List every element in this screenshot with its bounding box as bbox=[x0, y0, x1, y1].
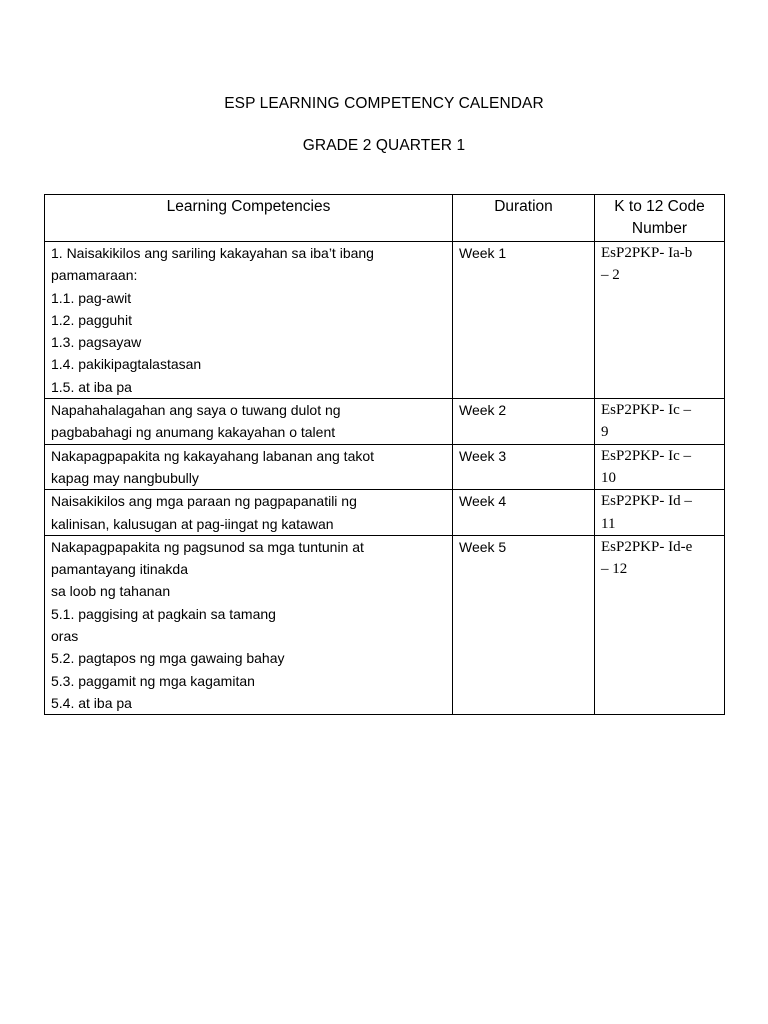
competency-line: oras bbox=[51, 628, 79, 645]
competency-line: 1.2. pagguhit bbox=[51, 311, 132, 328]
code-cell bbox=[595, 444, 725, 490]
competency-line: kapag may nangbubully bbox=[51, 469, 199, 486]
code-line: EsP2PKP- Id – bbox=[601, 493, 692, 510]
competency-cell bbox=[45, 242, 453, 399]
table-row bbox=[45, 444, 725, 490]
table-row bbox=[45, 242, 725, 399]
competency-line: 1.1. pag-awit bbox=[51, 289, 132, 306]
competency-line: 5.1. paggising at pagkain sa tamang bbox=[51, 605, 276, 622]
code-line: 11 bbox=[601, 515, 616, 532]
competency-line: Nakapagpapakita ng pagsunod sa mga tuntunin at bbox=[51, 538, 364, 555]
competency-line: pamantayang itinakda bbox=[51, 561, 188, 578]
header-code-line: Number bbox=[631, 220, 688, 237]
duration-cell: Week 4 bbox=[453, 490, 595, 536]
code-cell bbox=[595, 242, 725, 399]
competency-line: pamamaraan: bbox=[51, 267, 138, 284]
header-code-line: K to 12 Code bbox=[614, 198, 705, 215]
code-line: EsP2PKP- Ic – bbox=[601, 402, 692, 419]
code-line: 10 bbox=[601, 469, 616, 486]
code-line: 9 bbox=[601, 424, 609, 441]
competency-line: 5.4. at iba pa bbox=[51, 694, 132, 711]
competency-line: 1.4. pakikipagtalastasan bbox=[51, 356, 202, 373]
document-title: ESP LEARNING COMPETENCY CALENDAR bbox=[224, 95, 544, 112]
header-duration: Duration bbox=[453, 195, 595, 242]
competency-line: pagbabahagi ng anumang kakayahan o talent bbox=[51, 424, 336, 441]
duration-cell: Week 1 bbox=[453, 242, 595, 399]
code-line: EsP2PKP- Ia-b bbox=[601, 245, 693, 261]
competency-line: sa loob ng tahanan bbox=[51, 583, 171, 600]
competency-cell bbox=[45, 444, 453, 490]
competency-line: 1.5. at iba pa bbox=[51, 378, 132, 395]
competency-line: 5.2. pagtapos ng mga gawaing bahay bbox=[51, 650, 285, 667]
competency-cell bbox=[45, 490, 453, 536]
document-subtitle: GRADE 2 QUARTER 1 bbox=[302, 137, 466, 154]
table-body bbox=[45, 242, 725, 715]
code-cell bbox=[595, 490, 725, 536]
code-line: – 2 bbox=[601, 267, 620, 284]
code-cell bbox=[595, 399, 725, 445]
competency-line: 5.3. paggamit ng mga kagamitan bbox=[51, 672, 255, 689]
duration-cell: Week 2 bbox=[453, 399, 595, 445]
code-line: EsP2PKP- Ic – bbox=[601, 447, 692, 464]
table-row bbox=[45, 399, 725, 445]
header-learning-competencies: Learning Competencies bbox=[45, 195, 453, 242]
duration-cell: Week 5 bbox=[453, 535, 595, 714]
code-line: – 12 bbox=[601, 561, 628, 578]
competency-line: Naisakikilos ang mga paraan ng pagpapanatili ng bbox=[51, 493, 357, 510]
duration-cell: Week 3 bbox=[453, 444, 595, 490]
competency-line: 1.3. pagsayaw bbox=[51, 334, 142, 351]
competency-line: kalinisan, kalusugan at pag-iingat ng katawan bbox=[51, 515, 334, 532]
code-cell bbox=[595, 535, 725, 714]
competency-line: Nakapagpapakita ng kakayahang labanan ang takot bbox=[51, 447, 375, 464]
competency-cell bbox=[45, 399, 453, 445]
competency-line: Napahahalagahan ang saya o tuwang dulot ng bbox=[51, 402, 341, 419]
table-row bbox=[45, 535, 725, 714]
competency-cell bbox=[45, 535, 453, 714]
competency-table bbox=[44, 194, 725, 715]
table-row bbox=[45, 490, 725, 536]
competency-line: 1. Naisakikilos ang sariling kakayahan sa iba’t ibang bbox=[51, 245, 374, 261]
table-header-row bbox=[45, 195, 725, 242]
header-code-number bbox=[595, 195, 725, 242]
code-line: EsP2PKP- Id-e bbox=[601, 538, 693, 555]
